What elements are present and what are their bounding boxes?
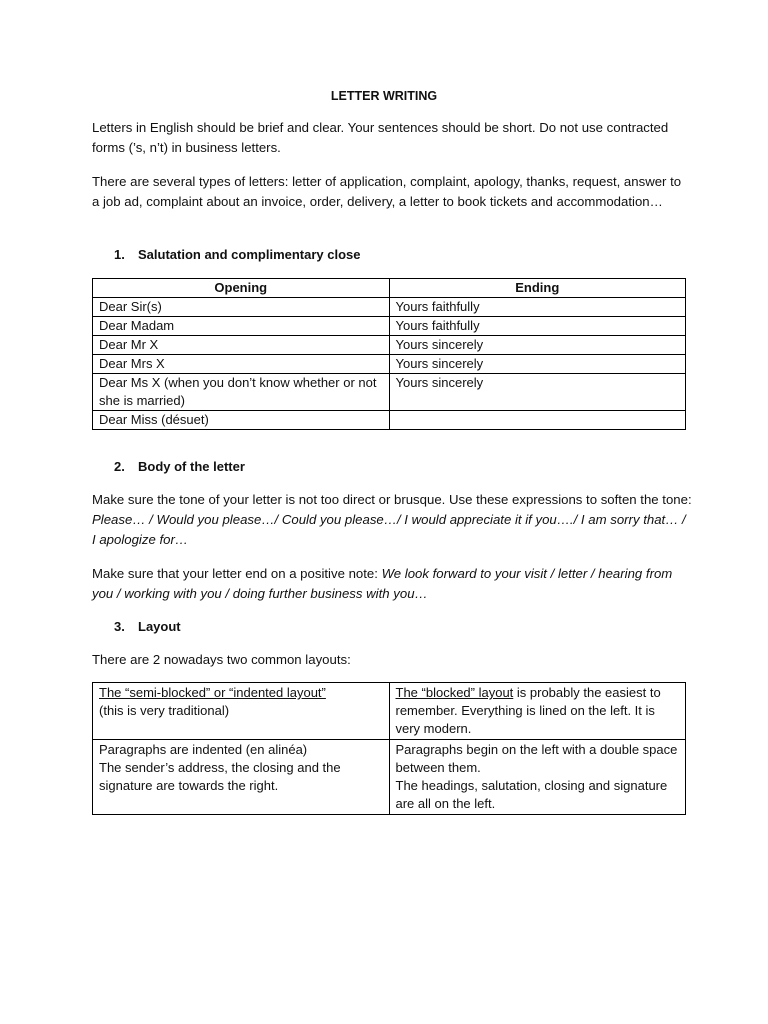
semi-blocked-cell xyxy=(93,683,390,740)
section-3-number: 3. xyxy=(114,619,125,634)
table-row xyxy=(93,317,686,336)
ending-paragraph xyxy=(92,564,692,604)
section-1-title: Salutation and complimentary close xyxy=(138,247,361,262)
semi-blocked-name: The “semi-blocked” or “indented layout” xyxy=(99,685,326,700)
table-header-row xyxy=(93,279,686,298)
opening-cell: Dear Ms X (when you don’t know whether or not she is married) xyxy=(93,374,390,411)
blocked-desc: is probably the easiest to remember. Everything is lined on the left. It is very modern. xyxy=(395,685,661,736)
table-row xyxy=(93,740,686,815)
section-1-heading xyxy=(114,245,361,265)
ending-header: Ending xyxy=(389,279,686,298)
ending-cell: Yours faithfully xyxy=(389,317,686,336)
section-2-number: 2. xyxy=(114,459,125,474)
opening-cell: Dear Miss (désuet) xyxy=(93,411,390,430)
tone-expressions: Please… / Would you please…/ Could you please…/ I would appreciate it if you…./ I am sorry that… / I apologize for… xyxy=(92,512,686,547)
section-2-heading xyxy=(114,457,245,477)
ending-cell: Yours sincerely xyxy=(389,355,686,374)
semi-blocked-desc: (this is very traditional) xyxy=(99,703,230,718)
blocked-name: The “blocked” layout xyxy=(395,685,514,700)
section-3-title: Layout xyxy=(138,619,181,634)
blocked-detail-1: Paragraphs begin on the left with a double space between them. xyxy=(395,742,678,775)
layouts-intro-paragraph: There are 2 nowadays two common layouts: xyxy=(92,652,351,667)
document-title: LETTER WRITING xyxy=(330,89,438,103)
opening-cell: Dear Madam xyxy=(93,317,390,336)
semi-blocked-detail-1: Paragraphs are indented (en alinéa) xyxy=(99,742,308,757)
blocked-cell xyxy=(389,683,686,740)
ending-lead-text: Make sure that your letter end on a positive note: xyxy=(92,566,382,581)
table-row xyxy=(93,411,686,430)
opening-header: Opening xyxy=(93,279,390,298)
tone-lead-text: Make sure the tone of your letter is not too direct or brusque. Use these expressions to soften the tone: xyxy=(92,492,692,507)
section-3-heading xyxy=(114,617,181,637)
blocked-detail-2: The headings, salutation, closing and signature are all on the left. xyxy=(395,778,668,811)
blocked-detail-cell xyxy=(389,740,686,815)
ending-cell xyxy=(389,411,686,430)
table-row xyxy=(93,374,686,411)
table-row xyxy=(93,336,686,355)
opening-cell: Dear Sir(s) xyxy=(93,298,390,317)
salutation-table xyxy=(92,278,686,430)
semi-blocked-detail-2: The sender’s address, the closing and the signature are towards the right. xyxy=(99,760,341,793)
opening-cell: Dear Mr X xyxy=(93,336,390,355)
section-2-title: Body of the letter xyxy=(138,459,245,474)
intro-paragraph: Letters in English should be brief and clear. Your sentences should be short. Do not use contracted forms (’s, n’t) in business letters. xyxy=(92,120,669,155)
layout-table xyxy=(92,682,686,815)
ending-expressions: We look forward to your visit / letter / hearing from you / working with you / doing further business with you… xyxy=(92,566,673,601)
table-row xyxy=(93,355,686,374)
semi-blocked-detail-cell xyxy=(93,740,390,815)
ending-cell: Yours sincerely xyxy=(389,336,686,355)
opening-cell: Dear Mrs X xyxy=(93,355,390,374)
table-row xyxy=(93,298,686,317)
letter-types-paragraph: There are several types of letters: letter of application, complaint, apology, thanks, request, answer to a job ad, complaint about an invoice, order, delivery, a letter to book tickets and accommodation… xyxy=(92,174,682,209)
section-1-number: 1. xyxy=(114,247,125,262)
table-row xyxy=(93,683,686,740)
ending-cell: Yours faithfully xyxy=(389,298,686,317)
tone-paragraph xyxy=(92,490,692,550)
ending-cell: Yours sincerely xyxy=(389,374,686,411)
